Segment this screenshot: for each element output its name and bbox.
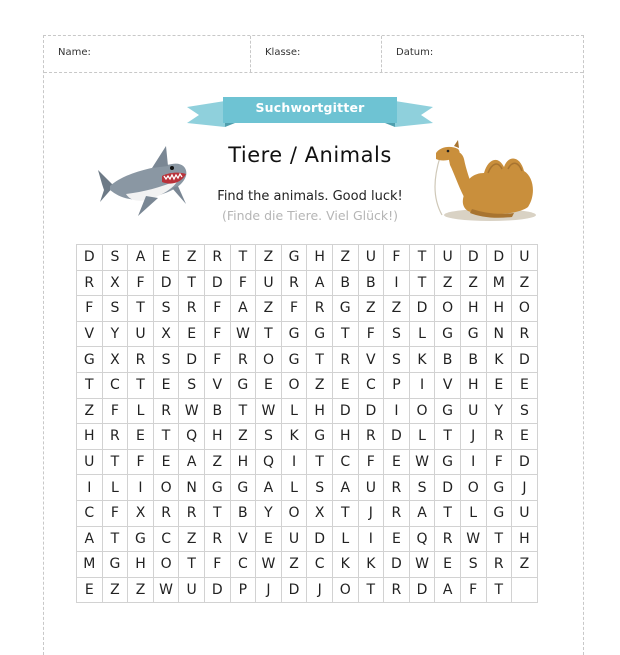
grid-cell[interactable]: W (179, 398, 205, 424)
grid-cell[interactable]: J (512, 475, 538, 501)
grid-cell[interactable]: T (332, 500, 358, 526)
grid-cell[interactable]: K (281, 424, 307, 450)
grid-cell[interactable]: L (281, 398, 307, 424)
grid-cell[interactable]: V (204, 372, 230, 398)
grid-cell[interactable]: I (384, 270, 410, 296)
grid-cell[interactable]: V (77, 321, 103, 347)
grid-cell[interactable]: Z (256, 296, 282, 322)
grid-cell[interactable]: S (512, 398, 538, 424)
grid-cell[interactable]: T (435, 500, 461, 526)
grid-cell[interactable]: G (281, 321, 307, 347)
grid-cell[interactable]: W (256, 398, 282, 424)
grid-cell[interactable]: R (435, 526, 461, 552)
grid-cell[interactable]: E (153, 449, 179, 475)
grid-row (77, 526, 538, 552)
grid-cell[interactable]: R (153, 398, 179, 424)
grid-cell[interactable]: T (179, 270, 205, 296)
grid-cell[interactable]: L (281, 475, 307, 501)
grid-cell[interactable]: F (230, 270, 256, 296)
grid-cell[interactable]: T (204, 500, 230, 526)
grid-cell[interactable]: I (384, 398, 410, 424)
grid-cell[interactable]: T (128, 296, 154, 322)
grid-cell[interactable]: H (230, 449, 256, 475)
instructions-german: (Finde die Tiere. Viel Glück!) (221, 208, 399, 223)
grid-cell[interactable]: H (77, 424, 103, 450)
grid-cell[interactable]: H (460, 372, 486, 398)
grid-cell[interactable]: Q (409, 526, 435, 552)
grid-cell[interactable]: T (102, 449, 128, 475)
grid-cell[interactable]: F (486, 449, 512, 475)
grid-cell[interactable]: T (358, 577, 384, 603)
grid-cell[interactable]: U (358, 475, 384, 501)
grid-cell[interactable]: C (307, 552, 333, 578)
grid-cell[interactable]: Z (77, 398, 103, 424)
instructions-english: Find the animals. Good luck! (217, 189, 403, 204)
name-label: Name: (58, 47, 91, 58)
grid-cell[interactable]: G (486, 475, 512, 501)
grid-cell[interactable]: E (256, 526, 282, 552)
grid-cell[interactable]: D (384, 552, 410, 578)
grid-cell[interactable]: A (256, 475, 282, 501)
grid-cell[interactable]: U (77, 449, 103, 475)
grid-cell[interactable]: R (512, 321, 538, 347)
grid-row (77, 270, 538, 296)
grid-cell[interactable]: L (409, 321, 435, 347)
grid-cell[interactable]: W (153, 577, 179, 603)
grid-cell[interactable]: R (179, 500, 205, 526)
grid-cell[interactable]: P (384, 372, 410, 398)
grid-cell[interactable]: E (332, 372, 358, 398)
grid-cell[interactable]: E (128, 424, 154, 450)
grid-cell[interactable]: D (409, 296, 435, 322)
grid-cell[interactable]: U (512, 245, 538, 271)
grid-cell[interactable]: L (102, 475, 128, 501)
grid-cell[interactable]: O (332, 577, 358, 603)
grid-cell[interactable]: O (512, 296, 538, 322)
grid-cell[interactable]: F (358, 321, 384, 347)
grid-row (77, 449, 538, 475)
grid-cell[interactable]: R (128, 347, 154, 373)
grid-cell[interactable]: C (153, 526, 179, 552)
grid-cell[interactable]: E (486, 372, 512, 398)
grid-row (77, 475, 538, 501)
grid-cell[interactable]: C (102, 372, 128, 398)
grid-cell[interactable]: G (435, 321, 461, 347)
grid-cell[interactable]: E (153, 245, 179, 271)
grid-cell[interactable]: T (230, 398, 256, 424)
grid-cell[interactable]: U (358, 245, 384, 271)
grid-cell[interactable]: I (281, 449, 307, 475)
grid-cell[interactable]: D (204, 577, 230, 603)
grid-cell[interactable]: O (281, 372, 307, 398)
grid-cell[interactable]: T (486, 577, 512, 603)
grid-cell[interactable]: D (409, 577, 435, 603)
grid-cell[interactable]: S (307, 475, 333, 501)
grid-cell[interactable]: F (77, 296, 103, 322)
class-label: Klasse: (265, 47, 301, 58)
grid-cell[interactable]: R (384, 500, 410, 526)
grid-cell[interactable]: R (332, 347, 358, 373)
grid-cell[interactable]: W (256, 552, 282, 578)
grid-cell[interactable]: K (409, 347, 435, 373)
grid-cell[interactable]: D (204, 270, 230, 296)
grid-cell[interactable]: O (435, 296, 461, 322)
grid-cell[interactable]: D (384, 424, 410, 450)
grid-cell[interactable]: F (204, 347, 230, 373)
grid-cell[interactable]: T (409, 270, 435, 296)
grid-cell[interactable]: E (384, 526, 410, 552)
grid-cell[interactable]: G (435, 398, 461, 424)
grid-cell[interactable]: C (77, 500, 103, 526)
grid-cell[interactable]: Z (230, 424, 256, 450)
date-field[interactable] (382, 36, 583, 72)
grid-cell[interactable]: G (460, 321, 486, 347)
grid-cell[interactable]: E (435, 552, 461, 578)
grid-cell[interactable]: T (102, 526, 128, 552)
grid-cell[interactable]: Y (486, 398, 512, 424)
grid-cell[interactable]: G (204, 475, 230, 501)
grid-cell[interactable]: A (307, 270, 333, 296)
name-field[interactable] (44, 36, 251, 72)
grid-cell[interactable]: S (153, 296, 179, 322)
grid-cell[interactable]: U (460, 398, 486, 424)
grid-cell[interactable]: M (486, 270, 512, 296)
grid-cell[interactable]: O (409, 398, 435, 424)
grid-cell[interactable]: A (128, 245, 154, 271)
grid-cell[interactable]: U (281, 526, 307, 552)
grid-cell[interactable]: T (435, 424, 461, 450)
grid-cell[interactable]: S (409, 475, 435, 501)
grid-cell[interactable]: D (512, 449, 538, 475)
grid-row (77, 321, 538, 347)
grid-cell[interactable]: B (230, 500, 256, 526)
grid-row (77, 245, 538, 271)
grid-cell[interactable]: U (256, 270, 282, 296)
grid-cell[interactable]: D (307, 526, 333, 552)
grid-cell[interactable]: Z (256, 245, 282, 271)
grid-cell[interactable]: C (332, 449, 358, 475)
grid-cell[interactable]: O (153, 552, 179, 578)
grid-cell[interactable]: G (332, 296, 358, 322)
grid-cell[interactable]: H (204, 424, 230, 450)
grid-cell[interactable]: S (153, 347, 179, 373)
grid-cell[interactable]: O (460, 475, 486, 501)
grid-cell[interactable]: B (435, 347, 461, 373)
grid-cell[interactable]: V (358, 347, 384, 373)
grid-cell[interactable]: G (128, 526, 154, 552)
grid-cell[interactable]: E (512, 372, 538, 398)
grid-cell[interactable]: F (204, 321, 230, 347)
grid-cell[interactable]: E (512, 424, 538, 450)
grid-cell[interactable]: Z (332, 245, 358, 271)
grid-cell[interactable]: Z (204, 449, 230, 475)
grid-cell[interactable]: X (102, 270, 128, 296)
grid-cell[interactable]: G (435, 449, 461, 475)
grid-cell[interactable]: D (153, 270, 179, 296)
grid-cell[interactable]: D (512, 347, 538, 373)
grid-cell[interactable]: Z (102, 577, 128, 603)
grid-cell[interactable]: L (128, 398, 154, 424)
grid-cell[interactable]: J (460, 424, 486, 450)
grid-cell[interactable]: K (486, 347, 512, 373)
grid-cell[interactable]: G (307, 321, 333, 347)
grid-cell[interactable]: K (332, 552, 358, 578)
grid-cell[interactable]: S (102, 296, 128, 322)
grid-cell[interactable]: F (460, 577, 486, 603)
shark-illustration (96, 142, 192, 222)
grid-cell[interactable]: J (256, 577, 282, 603)
grid-cell[interactable]: O (153, 475, 179, 501)
grid-cell[interactable]: T (307, 449, 333, 475)
grid-cell[interactable]: B (460, 347, 486, 373)
grid-cell[interactable]: B (204, 398, 230, 424)
grid-row (77, 500, 538, 526)
grid-cell[interactable]: T (332, 321, 358, 347)
grid-cell[interactable]: J (307, 577, 333, 603)
grid-cell[interactable]: I (460, 449, 486, 475)
grid-cell[interactable]: G (281, 245, 307, 271)
grid-cell[interactable]: J (358, 500, 384, 526)
grid-cell[interactable]: I (409, 372, 435, 398)
grid-row (77, 296, 538, 322)
grid-cell[interactable]: G (307, 424, 333, 450)
grid-cell[interactable]: C (358, 372, 384, 398)
grid-cell[interactable]: R (204, 245, 230, 271)
grid-cell[interactable]: O (281, 500, 307, 526)
grid-cell[interactable]: X (153, 321, 179, 347)
grid-cell[interactable]: R (230, 347, 256, 373)
grid-cell[interactable]: T (128, 372, 154, 398)
grid-cell[interactable]: F (102, 398, 128, 424)
grid-cell[interactable]: H (460, 296, 486, 322)
grid-cell[interactable]: U (128, 321, 154, 347)
grid-cell[interactable]: D (332, 398, 358, 424)
grid-cell[interactable]: H (128, 552, 154, 578)
grid-cell[interactable]: W (460, 526, 486, 552)
grid-cell[interactable]: R (358, 424, 384, 450)
grid-cell[interactable]: S (102, 245, 128, 271)
header-row (44, 36, 583, 73)
grid-row (77, 577, 538, 603)
grid-cell[interactable]: G (230, 372, 256, 398)
grid-cell[interactable]: F (384, 245, 410, 271)
grid-cell[interactable]: U (179, 577, 205, 603)
grid-cell[interactable]: S (460, 552, 486, 578)
page-title: Tiere / Animals (228, 143, 392, 167)
grid-cell[interactable]: P (230, 577, 256, 603)
grid-cell[interactable]: O (256, 347, 282, 373)
grid-cell[interactable]: R (204, 526, 230, 552)
grid-cell[interactable]: N (486, 321, 512, 347)
grid-cell[interactable]: Z (460, 270, 486, 296)
grid-cell[interactable]: F (102, 500, 128, 526)
grid-cell[interactable]: V (230, 526, 256, 552)
grid-cell[interactable]: A (179, 449, 205, 475)
grid-cell[interactable]: N (179, 475, 205, 501)
grid-cell[interactable]: R (307, 296, 333, 322)
grid-cell[interactable]: E (77, 577, 103, 603)
grid-cell[interactable]: E (256, 372, 282, 398)
grid-cell[interactable]: D (281, 577, 307, 603)
grid-cell[interactable]: G (102, 552, 128, 578)
date-label: Datum: (396, 47, 434, 58)
grid-cell[interactable]: Z (179, 245, 205, 271)
grid-cell[interactable]: Z (179, 526, 205, 552)
grid-cell[interactable]: Z (281, 552, 307, 578)
grid-cell[interactable]: B (358, 270, 384, 296)
grid-cell[interactable]: D (460, 245, 486, 271)
grid-cell[interactable]: D (179, 347, 205, 373)
grid-cell[interactable]: Q (179, 424, 205, 450)
banner-text: Suchwortgitter (255, 100, 365, 115)
grid-cell[interactable]: U (435, 245, 461, 271)
grid-cell[interactable]: S (384, 321, 410, 347)
grid-cell[interactable]: Z (307, 372, 333, 398)
grid-cell[interactable]: H (307, 245, 333, 271)
grid-cell[interactable]: F (204, 296, 230, 322)
grid-cell[interactable]: G (281, 347, 307, 373)
grid-cell[interactable]: E (179, 321, 205, 347)
grid-cell[interactable]: T (256, 321, 282, 347)
grid-cell[interactable]: E (153, 372, 179, 398)
grid-cell[interactable]: X (102, 347, 128, 373)
grid-cell[interactable]: L (409, 424, 435, 450)
grid-cell[interactable]: H (512, 526, 538, 552)
word-search-grid (76, 244, 538, 603)
grid-cell[interactable]: F (281, 296, 307, 322)
grid-cell[interactable]: D (358, 398, 384, 424)
class-field[interactable] (251, 36, 382, 72)
grid-cell[interactable]: V (435, 372, 461, 398)
grid-cell[interactable]: E (384, 449, 410, 475)
grid-cell[interactable]: U (512, 500, 538, 526)
grid-cell[interactable]: F (358, 449, 384, 475)
grid-cell[interactable]: R (486, 424, 512, 450)
grid-cell[interactable]: S (256, 424, 282, 450)
grid-cell[interactable] (512, 577, 538, 603)
grid-row (77, 552, 538, 578)
grid-cell[interactable]: W (409, 552, 435, 578)
grid-cell[interactable]: R (384, 577, 410, 603)
grid-cell[interactable]: I (358, 526, 384, 552)
grid-cell[interactable]: Z (512, 552, 538, 578)
grid-cell[interactable]: G (230, 475, 256, 501)
grid-cell[interactable]: W (409, 449, 435, 475)
grid-cell[interactable]: D (77, 245, 103, 271)
grid-cell[interactable]: T (230, 245, 256, 271)
grid-cell[interactable]: F (128, 449, 154, 475)
grid-cell[interactable]: A (435, 577, 461, 603)
grid-cell[interactable]: G (77, 347, 103, 373)
grid-cell[interactable]: G (486, 500, 512, 526)
grid-cell[interactable]: T (77, 372, 103, 398)
grid-cell[interactable]: T (307, 347, 333, 373)
grid-cell[interactable]: I (128, 475, 154, 501)
grid-cell[interactable]: L (332, 526, 358, 552)
grid-cell[interactable]: A (77, 526, 103, 552)
grid-cell[interactable]: T (409, 245, 435, 271)
grid-cell[interactable]: Z (384, 296, 410, 322)
grid-cell[interactable]: T (179, 552, 205, 578)
grid-cell[interactable]: Z (128, 577, 154, 603)
grid-cell[interactable]: A (409, 500, 435, 526)
grid-cell[interactable]: Z (435, 270, 461, 296)
grid-row (77, 347, 538, 373)
grid-cell[interactable]: H (307, 398, 333, 424)
grid-cell[interactable]: Z (512, 270, 538, 296)
grid-cell[interactable]: Y (102, 321, 128, 347)
grid-cell[interactable]: L (460, 500, 486, 526)
grid-cell[interactable]: A (332, 475, 358, 501)
camel-illustration (428, 137, 540, 223)
grid-row (77, 424, 538, 450)
grid-cell[interactable]: F (128, 270, 154, 296)
grid-cell[interactable]: H (332, 424, 358, 450)
grid-cell[interactable]: R (153, 500, 179, 526)
grid-cell[interactable]: F (204, 552, 230, 578)
grid-cell[interactable]: K (358, 552, 384, 578)
grid-cell[interactable]: S (384, 347, 410, 373)
grid-cell[interactable]: Q (256, 449, 282, 475)
grid-row (77, 372, 538, 398)
grid-cell[interactable]: A (230, 296, 256, 322)
grid-cell[interactable]: X (307, 500, 333, 526)
grid-cell[interactable]: W (230, 321, 256, 347)
grid-cell[interactable]: Z (358, 296, 384, 322)
grid-row (77, 398, 538, 424)
grid-cell[interactable]: B (332, 270, 358, 296)
grid-cell[interactable]: R (486, 552, 512, 578)
grid-cell[interactable]: I (77, 475, 103, 501)
grid-cell[interactable]: X (128, 500, 154, 526)
grid-cell[interactable]: R (179, 296, 205, 322)
grid-cell[interactable]: M (77, 552, 103, 578)
grid-cell[interactable]: R (384, 475, 410, 501)
grid-cell[interactable]: R (281, 270, 307, 296)
grid-cell[interactable]: D (486, 245, 512, 271)
grid-cell[interactable]: R (102, 424, 128, 450)
grid-cell[interactable]: R (77, 270, 103, 296)
grid-cell[interactable]: H (486, 296, 512, 322)
grid-cell[interactable]: D (435, 475, 461, 501)
grid-cell[interactable]: T (486, 526, 512, 552)
grid-cell[interactable]: Y (256, 500, 282, 526)
title-banner (187, 97, 433, 131)
grid-cell[interactable]: S (179, 372, 205, 398)
grid-cell[interactable]: T (153, 424, 179, 450)
grid-cell[interactable]: C (230, 552, 256, 578)
